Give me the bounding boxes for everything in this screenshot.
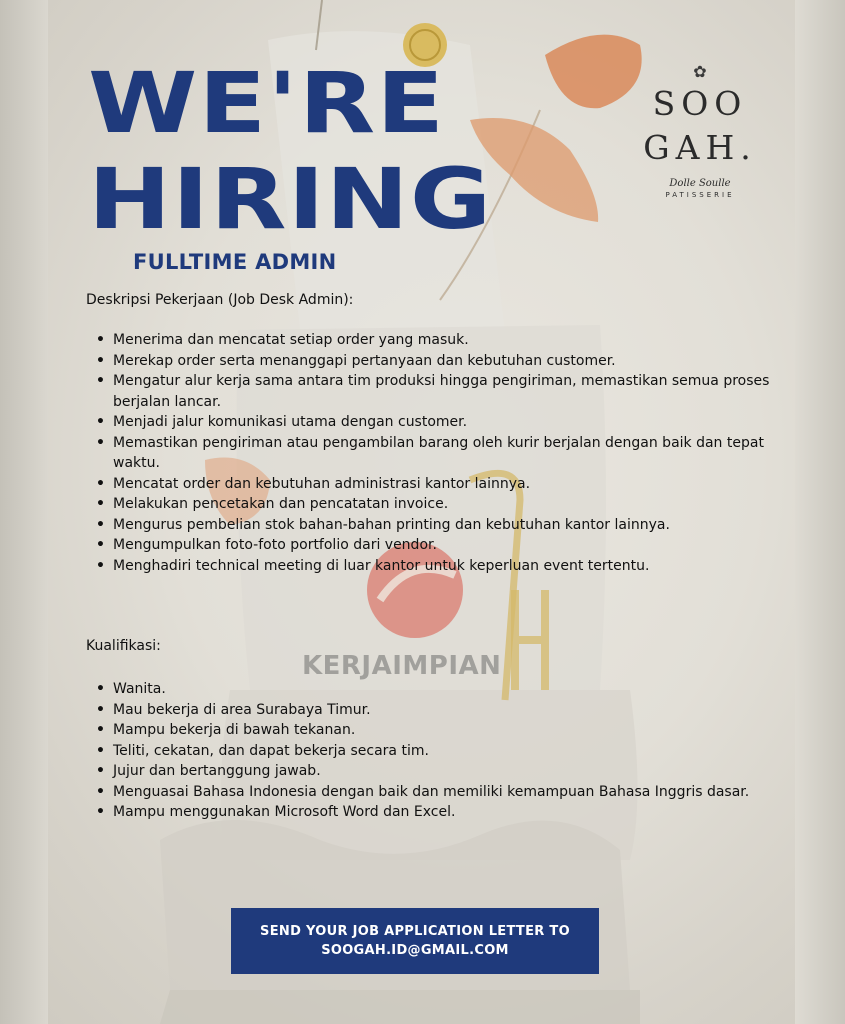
cta-line-1: SEND YOUR JOB APPLICATION LETTER TO xyxy=(260,924,570,939)
qualifications-title: Kualifikasi: xyxy=(86,638,161,654)
list-item: • Jujur dan bertanggung jawab. xyxy=(94,761,784,782)
list-item: • Merekap order serta menanggapi pertanyaan dan kebutuhan customer. xyxy=(94,351,774,372)
list-item: • Menjadi jalur komunikasi utama dengan customer. xyxy=(94,412,774,433)
list-item: • Mengatur alur kerja sama antara tim produksi hingga pengiriman, memastikan semua proses berjalan lancar. xyxy=(94,371,774,412)
brand-logo xyxy=(640,62,760,199)
logo-script: Dolle Soulle xyxy=(669,178,731,189)
list-item: • Mengurus pembelian stok bahan-bahan printing dan kebutuhan kantor lainnya. xyxy=(94,515,774,536)
job-desc-title: Deskripsi Pekerjaan (Job Desk Admin): xyxy=(86,292,354,308)
list-item: • Menguasai Bahasa Indonesia dengan baik dan memiliki kemampuan Bahasa Inggris dasar. xyxy=(94,782,784,803)
logo-line-1: SOO xyxy=(652,84,748,123)
application-cta-banner xyxy=(231,908,599,974)
list-item: • Menghadiri technical meeting di luar kantor untuk keperluan event tertentu. xyxy=(94,556,774,577)
list-item: • Mampu menggunakan Microsoft Word dan Excel. xyxy=(94,802,784,823)
headline-line-2: HIRING xyxy=(88,150,493,248)
list-item: • Memastikan pengiriman atau pengambilan barang oleh kurir berjalan dengan baik dan tepat waktu. xyxy=(94,433,774,474)
logo-line-2: GAH. xyxy=(643,128,757,167)
headline-line-1: WE'RE xyxy=(88,54,446,152)
watermark-text: KERJAIMPIAN xyxy=(302,651,502,681)
logo-subtitle: PATISSERIE xyxy=(665,191,735,199)
list-item: • Mencatat order dan kebutuhan administrasi kantor lainnya. xyxy=(94,474,774,495)
flourish-icon: ✿ xyxy=(693,62,707,81)
list-item: • Melakukan pencetakan dan pencatatan invoice. xyxy=(94,494,774,515)
position-title: FULLTIME ADMIN xyxy=(133,250,337,274)
qualifications-list xyxy=(94,679,784,823)
list-item: • Mau bekerja di area Surabaya Timur. xyxy=(94,700,784,721)
hiring-headline xyxy=(88,55,492,247)
list-item: • Teliti, cekatan, dan dapat bekerja secara tim. xyxy=(94,741,784,762)
list-item: • Mampu bekerja di bawah tekanan. xyxy=(94,720,784,741)
list-item: • Menerima dan mencatat setiap order yang masuk. xyxy=(94,330,774,351)
job-desc-list xyxy=(94,330,774,576)
list-item: • Mengumpulkan foto-foto portfolio dari vendor. xyxy=(94,535,774,556)
list-item: • Wanita. xyxy=(94,679,784,700)
cta-email: SOOGAH.ID@GMAIL.COM xyxy=(321,943,509,958)
